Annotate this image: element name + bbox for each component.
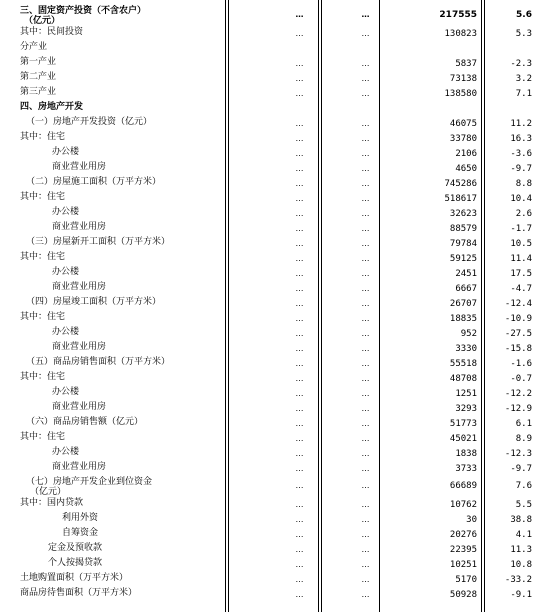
cumulative-value-cell: 2451 xyxy=(455,269,477,279)
cumulative-value-cell: 5170 xyxy=(455,575,477,585)
month-growth-cell: … xyxy=(361,284,369,293)
table-row xyxy=(0,72,552,87)
month-growth-cell: … xyxy=(361,149,369,158)
month-growth-cell: … xyxy=(361,74,369,83)
month-growth-cell: … xyxy=(361,239,369,248)
cumulative-value-cell: 32623 xyxy=(449,209,477,219)
month-value-cell: … xyxy=(295,344,303,353)
month-growth-cell: … xyxy=(361,515,369,524)
month-value-cell: … xyxy=(295,299,303,308)
table-row xyxy=(0,42,552,57)
month-value-cell: … xyxy=(295,314,303,323)
month-growth-cell: … xyxy=(361,419,369,428)
cumulative-growth-cell: -12.2 xyxy=(504,389,532,399)
table-row xyxy=(0,162,552,177)
month-value-cell: … xyxy=(295,119,303,128)
month-value-cell: … xyxy=(295,404,303,413)
table-row xyxy=(0,192,552,207)
month-value-cell: … xyxy=(295,149,303,158)
month-growth-cell: … xyxy=(361,224,369,233)
cumulative-growth-cell: 5.5 xyxy=(515,500,532,510)
cumulative-value-cell: 30 xyxy=(466,515,477,525)
table-row xyxy=(0,462,552,477)
cumulative-value-cell: 88579 xyxy=(449,224,477,234)
row-label: 其中：住宅 xyxy=(20,312,66,322)
month-value-cell: … xyxy=(295,515,303,524)
month-growth-cell: … xyxy=(361,481,369,490)
month-growth-cell: … xyxy=(361,530,369,539)
month-value-cell: … xyxy=(295,590,303,599)
cumulative-growth-cell: 11.3 xyxy=(510,545,532,555)
cumulative-growth-cell: -0.7 xyxy=(510,374,532,384)
month-value-cell: … xyxy=(295,209,303,218)
month-value-cell: … xyxy=(295,560,303,569)
cumulative-value-cell: 10762 xyxy=(449,500,477,510)
month-value-cell: … xyxy=(295,374,303,383)
row-label: 商业营业用房 xyxy=(52,402,107,412)
cumulative-value-cell: 46075 xyxy=(449,119,477,129)
table-row xyxy=(0,147,552,162)
month-value-cell: … xyxy=(295,575,303,584)
month-value-cell: … xyxy=(295,74,303,83)
table-row xyxy=(0,447,552,462)
table-row xyxy=(0,402,552,417)
table-row xyxy=(0,117,552,132)
cumulative-value-cell: 745286 xyxy=(444,179,477,189)
row-label: 其中：住宅 xyxy=(20,372,66,382)
row-label-unit: （亿元） xyxy=(24,16,61,26)
cumulative-growth-cell: -1.6 xyxy=(510,359,532,369)
cumulative-growth-cell: -9.1 xyxy=(510,590,532,600)
cumulative-growth-cell: -9.7 xyxy=(510,164,532,174)
cumulative-value-cell: 952 xyxy=(460,329,477,339)
cumulative-value-cell: 55518 xyxy=(449,359,477,369)
cumulative-growth-cell: 10.4 xyxy=(510,194,532,204)
row-label: 办公楼 xyxy=(52,147,80,157)
table-row xyxy=(0,297,552,312)
cumulative-growth-cell: 16.3 xyxy=(510,134,532,144)
row-label: （四）房屋竣工面积（万平方米） xyxy=(26,297,162,307)
cumulative-growth-cell: 8.9 xyxy=(515,434,532,444)
month-value-cell: … xyxy=(295,500,303,509)
cumulative-value-cell: 20276 xyxy=(449,530,477,540)
cumulative-growth-cell: -12.4 xyxy=(504,299,532,309)
cumulative-value-cell: 6667 xyxy=(455,284,477,294)
month-value-cell: … xyxy=(295,224,303,233)
table-row xyxy=(0,327,552,342)
month-growth-cell: … xyxy=(361,434,369,443)
cumulative-growth-cell: 7.1 xyxy=(515,89,532,99)
table-row xyxy=(0,267,552,282)
cumulative-value-cell: 5837 xyxy=(455,59,477,69)
cumulative-value-cell: 130823 xyxy=(444,29,477,39)
table-row xyxy=(0,588,552,603)
row-label: 利用外资 xyxy=(62,513,99,523)
cumulative-growth-cell: 6.1 xyxy=(515,419,532,429)
month-value-cell: … xyxy=(295,134,303,143)
month-value-cell: … xyxy=(295,329,303,338)
row-label: 第一产业 xyxy=(20,57,57,67)
table-row xyxy=(0,27,552,42)
month-value-cell: … xyxy=(295,239,303,248)
table-row xyxy=(0,513,552,528)
cumulative-value-cell: 22395 xyxy=(449,545,477,555)
row-label: 办公楼 xyxy=(52,267,80,277)
cumulative-growth-cell: 17.5 xyxy=(510,269,532,279)
cumulative-value-cell: 3330 xyxy=(455,344,477,354)
month-value-cell: … xyxy=(295,545,303,554)
cumulative-growth-cell: 7.6 xyxy=(515,481,532,491)
table-row xyxy=(0,543,552,558)
cumulative-value-cell: 1251 xyxy=(455,389,477,399)
table-row xyxy=(0,6,552,27)
month-growth-cell: … xyxy=(361,164,369,173)
cumulative-growth-cell: -27.5 xyxy=(504,329,532,339)
cumulative-value-cell: 518617 xyxy=(444,194,477,204)
cumulative-value-cell: 2106 xyxy=(455,149,477,159)
month-value-cell: … xyxy=(295,389,303,398)
month-growth-cell: … xyxy=(361,254,369,263)
month-growth-cell: … xyxy=(361,389,369,398)
cumulative-growth-cell: 8.8 xyxy=(515,179,532,189)
cumulative-value-cell: 138580 xyxy=(444,89,477,99)
month-value-cell: … xyxy=(295,530,303,539)
table-row xyxy=(0,432,552,447)
month-growth-cell: … xyxy=(361,89,369,98)
month-value-cell: … xyxy=(295,89,303,98)
row-label: 商品房待售面积（万平方米） xyxy=(20,588,138,598)
row-label: 四、房地产开发 xyxy=(20,102,84,112)
table-row xyxy=(0,312,552,327)
row-label: （七）房地产开发企业到位资金 xyxy=(26,477,153,487)
table-row xyxy=(0,558,552,573)
row-label: （五）商品房销售面积（万平方米） xyxy=(26,357,171,367)
month-growth-cell: … xyxy=(361,209,369,218)
row-label: 商业营业用房 xyxy=(52,282,107,292)
cumulative-growth-cell: 10.5 xyxy=(510,239,532,249)
row-label: 个人按揭贷款 xyxy=(48,558,103,568)
row-label: 其中：国内贷款 xyxy=(20,498,84,508)
month-value-cell: … xyxy=(295,449,303,458)
table-row xyxy=(0,477,552,498)
month-growth-cell: … xyxy=(361,449,369,458)
table-row xyxy=(0,222,552,237)
cumulative-growth-cell: -9.7 xyxy=(510,464,532,474)
cumulative-value-cell: 217555 xyxy=(439,10,477,20)
month-value-cell: … xyxy=(295,359,303,368)
cumulative-growth-cell: -1.7 xyxy=(510,224,532,234)
month-value-cell: … xyxy=(295,269,303,278)
row-label: 商业营业用房 xyxy=(52,462,107,472)
month-value-cell: … xyxy=(295,419,303,428)
month-value-cell: … xyxy=(295,464,303,473)
table-row xyxy=(0,528,552,543)
row-label: 办公楼 xyxy=(52,387,80,397)
cumulative-value-cell: 3293 xyxy=(455,404,477,414)
month-value-cell: … xyxy=(295,179,303,188)
table-row xyxy=(0,132,552,147)
month-growth-cell: … xyxy=(361,329,369,338)
cumulative-growth-cell: 11.4 xyxy=(510,254,532,264)
row-label: 第三产业 xyxy=(20,87,57,97)
cumulative-value-cell: 66689 xyxy=(449,481,477,491)
cumulative-value-cell: 18835 xyxy=(449,314,477,324)
cumulative-value-cell: 33780 xyxy=(449,134,477,144)
month-growth-cell: … xyxy=(361,344,369,353)
month-value-cell: … xyxy=(295,10,303,19)
table-row xyxy=(0,252,552,267)
table-row xyxy=(0,87,552,102)
month-growth-cell: … xyxy=(361,179,369,188)
cumulative-value-cell: 59125 xyxy=(449,254,477,264)
month-growth-cell: … xyxy=(361,374,369,383)
month-value-cell: … xyxy=(295,194,303,203)
row-label: （三）房屋新开工面积（万平方米） xyxy=(26,237,171,247)
cumulative-growth-cell: 5.3 xyxy=(515,29,532,39)
table-row xyxy=(0,282,552,297)
month-value-cell: … xyxy=(295,164,303,173)
row-label: 土地购置面积（万平方米） xyxy=(20,573,129,583)
cumulative-growth-cell: -33.2 xyxy=(504,575,532,585)
table-row xyxy=(0,573,552,588)
row-label-unit: （亿元） xyxy=(30,487,67,497)
row-label: 三、固定资产投资（不含农户） xyxy=(20,6,147,16)
month-growth-cell: … xyxy=(361,590,369,599)
cumulative-growth-cell: -2.3 xyxy=(510,59,532,69)
table-row xyxy=(0,342,552,357)
month-growth-cell: … xyxy=(361,359,369,368)
cumulative-value-cell: 26707 xyxy=(449,299,477,309)
month-value-cell: … xyxy=(295,59,303,68)
cumulative-value-cell: 45021 xyxy=(449,434,477,444)
cumulative-growth-cell: 2.6 xyxy=(515,209,532,219)
month-growth-cell: … xyxy=(361,575,369,584)
cumulative-growth-cell: -3.6 xyxy=(510,149,532,159)
cumulative-growth-cell: -12.9 xyxy=(504,404,532,414)
month-growth-cell: … xyxy=(361,404,369,413)
cumulative-value-cell: 4650 xyxy=(455,164,477,174)
table-row xyxy=(0,357,552,372)
month-growth-cell: … xyxy=(361,560,369,569)
cumulative-growth-cell: 38.8 xyxy=(510,515,532,525)
row-label: 其中：住宅 xyxy=(20,132,66,142)
row-label: 商业营业用房 xyxy=(52,162,107,172)
month-value-cell: … xyxy=(295,481,303,490)
cumulative-value-cell: 73138 xyxy=(449,74,477,84)
cumulative-value-cell: 1838 xyxy=(455,449,477,459)
month-growth-cell: … xyxy=(361,10,369,19)
row-label: 办公楼 xyxy=(52,327,80,337)
cumulative-value-cell: 3733 xyxy=(455,464,477,474)
cumulative-value-cell: 79784 xyxy=(449,239,477,249)
row-label: 办公楼 xyxy=(52,207,80,217)
table-row xyxy=(0,102,552,117)
month-growth-cell: … xyxy=(361,194,369,203)
cumulative-value-cell: 51773 xyxy=(449,419,477,429)
row-label: 第二产业 xyxy=(20,72,57,82)
month-value-cell: … xyxy=(295,254,303,263)
table-row xyxy=(0,498,552,513)
cumulative-growth-cell: -10.9 xyxy=(504,314,532,324)
row-label: 其中：民间投资 xyxy=(20,27,84,37)
row-label: 其中：住宅 xyxy=(20,432,66,442)
row-label: （一）房地产开发投资（亿元） xyxy=(26,117,153,127)
month-value-cell: … xyxy=(295,29,303,38)
table-row xyxy=(0,207,552,222)
table-row xyxy=(0,417,552,432)
row-label: 商业营业用房 xyxy=(52,222,107,232)
cumulative-growth-cell: 3.2 xyxy=(515,74,532,84)
month-growth-cell: … xyxy=(361,134,369,143)
table-row xyxy=(0,237,552,252)
month-growth-cell: … xyxy=(361,299,369,308)
row-label: 其中：住宅 xyxy=(20,252,66,262)
row-label: 定金及预收款 xyxy=(48,543,103,553)
cumulative-growth-cell: 10.8 xyxy=(510,560,532,570)
cumulative-growth-cell: -12.3 xyxy=(504,449,532,459)
cumulative-growth-cell: -4.7 xyxy=(510,284,532,294)
row-label: （六）商品房销售额（亿元） xyxy=(26,417,144,427)
month-growth-cell: … xyxy=(361,545,369,554)
month-growth-cell: … xyxy=(361,269,369,278)
row-label: 商业营业用房 xyxy=(52,342,107,352)
month-growth-cell: … xyxy=(361,29,369,38)
row-label: 办公楼 xyxy=(52,447,80,457)
month-growth-cell: … xyxy=(361,500,369,509)
cumulative-growth-cell: -15.8 xyxy=(504,344,532,354)
table-row xyxy=(0,57,552,72)
month-value-cell: … xyxy=(295,284,303,293)
cumulative-growth-cell: 11.2 xyxy=(510,119,532,129)
month-growth-cell: … xyxy=(361,464,369,473)
cumulative-value-cell: 48708 xyxy=(449,374,477,384)
row-label: （二）房屋施工面积（万平方米） xyxy=(26,177,162,187)
month-growth-cell: … xyxy=(361,59,369,68)
row-label: 分产业 xyxy=(20,42,48,52)
table-row xyxy=(0,372,552,387)
table-row xyxy=(0,177,552,192)
month-growth-cell: … xyxy=(361,119,369,128)
month-growth-cell: … xyxy=(361,314,369,323)
row-label: 其中：住宅 xyxy=(20,192,66,202)
cumulative-value-cell: 10251 xyxy=(449,560,477,570)
cumulative-value-cell: 50928 xyxy=(449,590,477,600)
row-label: 自筹资金 xyxy=(62,528,99,538)
cumulative-growth-cell: 4.1 xyxy=(515,530,532,540)
month-value-cell: … xyxy=(295,434,303,443)
cumulative-growth-cell: 5.6 xyxy=(516,10,532,20)
table-row xyxy=(0,387,552,402)
